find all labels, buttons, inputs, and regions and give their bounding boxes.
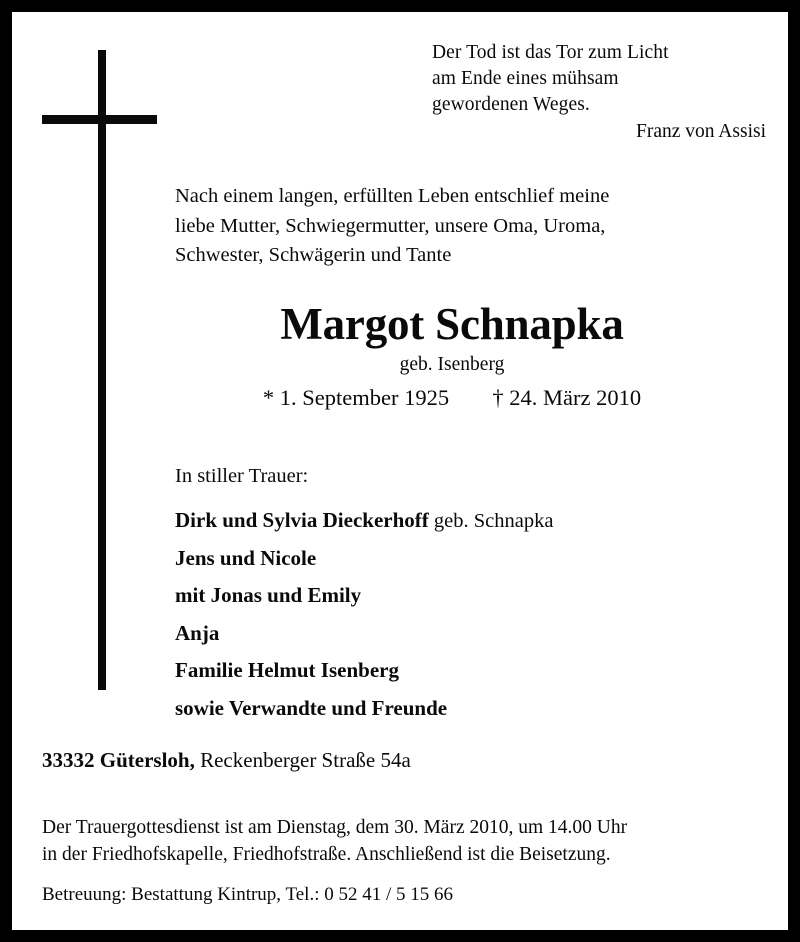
mourner-line: [175, 652, 775, 690]
mourner-name: Dirk und Sylvia Dieckerhoff: [175, 508, 429, 532]
intro-line-2: liebe Mutter, Schwiegermutter, unsere Oma, Uroma,: [175, 214, 606, 237]
service-details: [42, 814, 772, 868]
service-line-1: Der Trauergottesdienst ist am Dienstag, dem 30. März 2010, um 14.00 Uhr: [42, 817, 628, 838]
life-dates: [152, 383, 752, 413]
address-city: 33332 Gütersloh,: [42, 748, 195, 772]
intro-line-3: Schwester, Schwägerin und Tante: [175, 244, 452, 266]
mourner-line: [175, 615, 775, 653]
cross-vertical-bar: [98, 50, 106, 690]
quote-attribution: Franz von Assisi: [635, 121, 766, 142]
undertaker-contact: Betreuung: Bestattung Kintrup, Tel.: 0 52 41 / 5 15 66: [42, 884, 454, 905]
quote-line-2: am Ende eines mühsam: [432, 68, 619, 89]
mourner-name: sowie Verwandte und Freunde: [175, 695, 448, 720]
mourner-suffix: geb. Schnapka: [428, 510, 554, 532]
mourner-name: mit Jonas und Emily: [175, 583, 362, 607]
service-line-2: in der Friedhofskapelle, Friedhofstraße. Anschließend ist die Beisetzung.: [42, 844, 611, 865]
deceased-name-block: [152, 298, 752, 413]
notice-paper: [12, 12, 788, 930]
intro-paragraph: [175, 182, 775, 271]
birth-date: 1. September 1925: [279, 385, 450, 410]
quotation-block: [432, 40, 768, 145]
quote-line-1: Der Tod ist das Tor zum Licht: [432, 42, 669, 63]
mourner-name: Jens und Nicole: [175, 545, 317, 570]
death-symbol: †: [492, 385, 504, 410]
deceased-name: Margot Schnapka: [280, 299, 624, 349]
address-line: [42, 746, 411, 775]
maiden-name: geb. Isenberg: [399, 354, 505, 375]
mourner-line: [175, 502, 775, 540]
death-date: 24. März 2010: [509, 385, 642, 410]
mourner-line: [175, 690, 775, 728]
quote-line-3: gewordenen Weges.: [432, 94, 590, 115]
mourners-block: [175, 462, 775, 727]
mourning-heading: In stiller Trauer:: [175, 465, 309, 487]
mourner-name: Familie Helmut Isenberg: [175, 658, 399, 682]
mourner-line: [175, 540, 775, 578]
address-street: Reckenberger Straße 54a: [194, 748, 411, 772]
mourner-name: Anja: [175, 620, 220, 645]
mourner-line: [175, 577, 775, 615]
cross-horizontal-bar: [42, 115, 157, 124]
intro-line-1: Nach einem langen, erfüllten Leben entschlief meine: [175, 185, 610, 207]
birth-symbol: *: [262, 385, 275, 410]
